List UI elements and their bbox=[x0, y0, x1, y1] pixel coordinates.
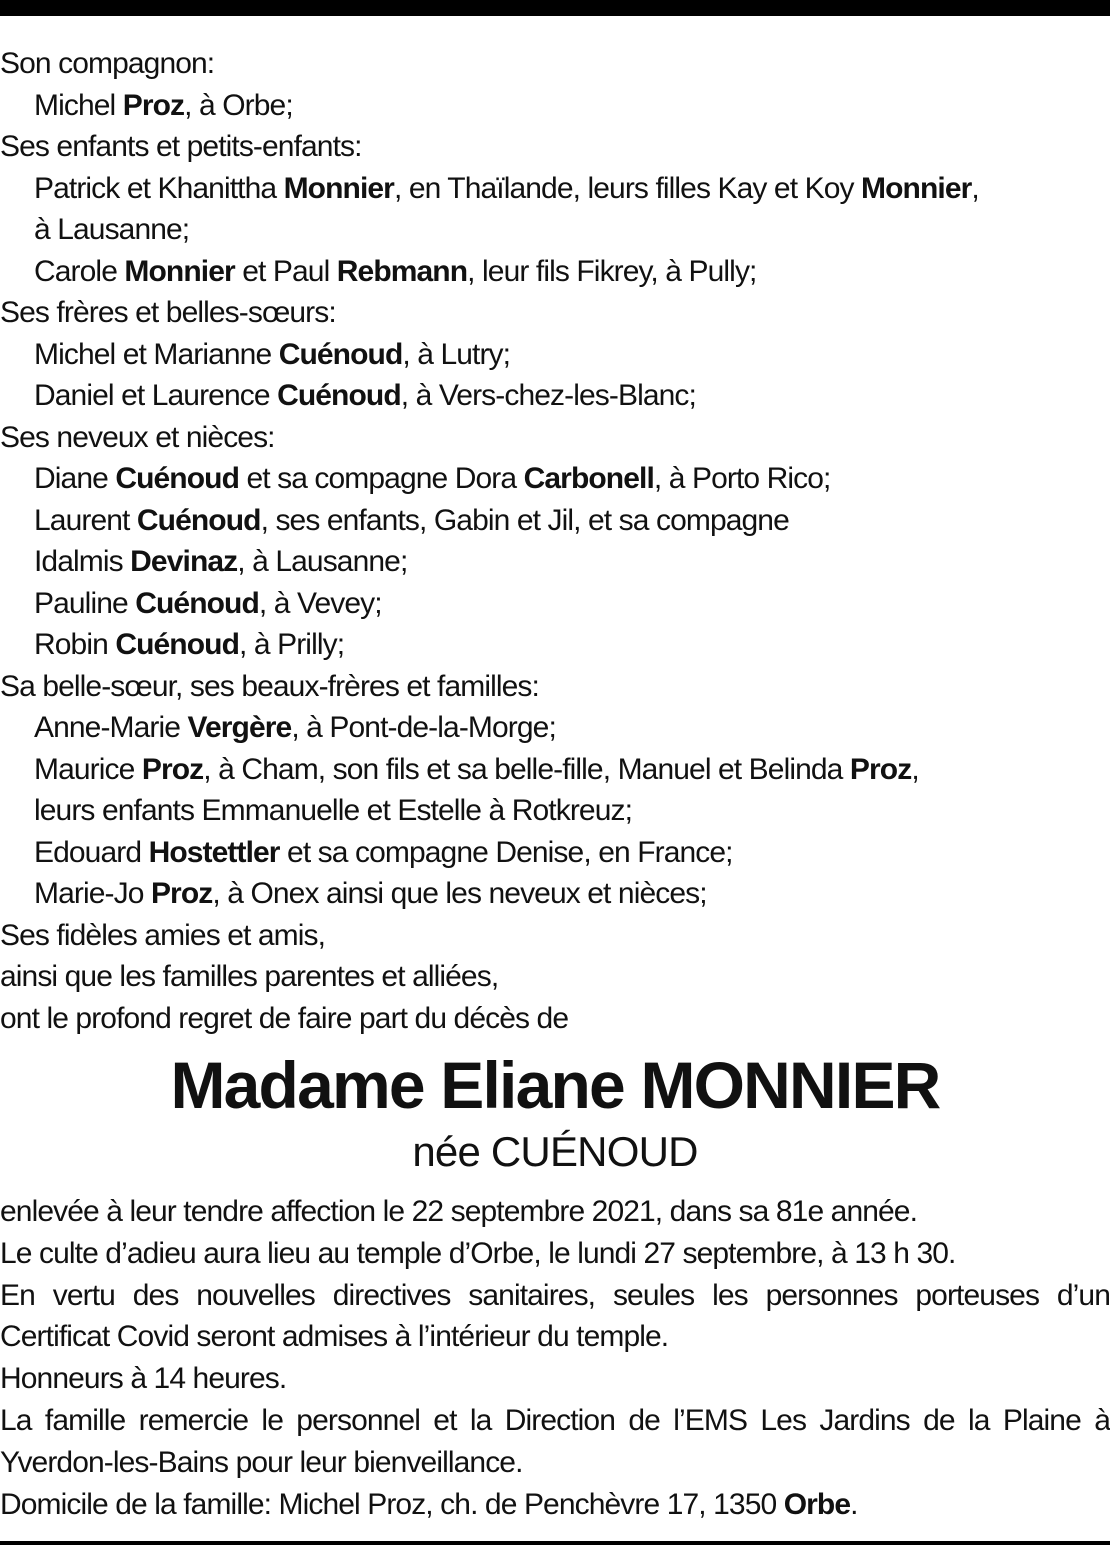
text-run: , ses enfants, Gabin et Jil, et sa compagne bbox=[260, 503, 789, 537]
text-run: , à Onex ainsi que les neveux et nièces; bbox=[212, 877, 707, 910]
surname: Cuénoud bbox=[115, 462, 240, 495]
text-run: Son compagnon: bbox=[0, 47, 215, 80]
surname: Proz bbox=[141, 752, 204, 786]
family-member-line bbox=[0, 251, 1110, 293]
text-run: Michel et Marianne bbox=[34, 337, 279, 371]
text-run: , à Vers-chez-les-Blanc; bbox=[400, 379, 696, 412]
top-border-rule bbox=[0, 0, 1110, 16]
surname: Cuénoud bbox=[115, 628, 240, 661]
surname: Carbonell bbox=[523, 462, 654, 495]
text-run: ainsi que les familles parentes et alliées, bbox=[0, 960, 499, 993]
surname: Vergère bbox=[187, 711, 292, 744]
relation-heading bbox=[0, 956, 1110, 998]
text-run: Domicile de la famille: Michel Proz, ch. de Penchèvre 17, 1350 bbox=[0, 1487, 784, 1521]
text-run: , à Cham, son fils et sa belle-fille, Manuel et Belinda bbox=[203, 752, 850, 786]
surname: Proz bbox=[849, 752, 912, 786]
family-member-line bbox=[0, 873, 1110, 915]
family-member-line bbox=[0, 583, 1110, 625]
text-run: , à Pont-de-la-Morge; bbox=[291, 711, 556, 744]
text-run: , à Prilly; bbox=[239, 628, 345, 661]
relation-heading bbox=[0, 666, 1110, 708]
surname: Monnier bbox=[861, 171, 972, 205]
text-run: , en Thaïlande, leurs filles Kay et Koy bbox=[393, 171, 862, 205]
text-run: ont le profond regret de faire part du décès de bbox=[0, 1001, 569, 1035]
relation-heading bbox=[0, 417, 1110, 459]
family-member-line bbox=[0, 541, 1110, 583]
text-run: Carole bbox=[34, 254, 125, 288]
text-run: Diane bbox=[34, 462, 116, 495]
text-run: Patrick et Khanittha bbox=[34, 171, 284, 205]
honours-line: Honneurs à 14 heures. bbox=[0, 1362, 287, 1396]
surname: Proz bbox=[122, 88, 185, 122]
deceased-name: Madame Eliane MONNIER bbox=[170, 1048, 940, 1122]
covid-rule-paragraph: En vertu des nouvelles directives sanitaires, seules les personnes porteuses d’un Certificat Covid seront admises à l’intérieur du temple. bbox=[0, 1278, 1110, 1354]
text-run: , à Porto Rico; bbox=[653, 462, 831, 495]
text-run: à Lausanne; bbox=[34, 213, 190, 246]
thanks-paragraph: La famille remercie le personnel et la Direction de l’EMS Les Jardins de la Plaine à Yverdon-les-Bains pour leur bienveillance. bbox=[0, 1403, 1110, 1479]
family-mourners-list bbox=[0, 43, 1110, 1039]
text-run: Ses fidèles amies et amis, bbox=[0, 918, 326, 952]
text-run: Robin bbox=[34, 628, 116, 661]
relation-heading bbox=[0, 292, 1110, 334]
relation-heading bbox=[0, 998, 1110, 1040]
surname: Monnier bbox=[124, 254, 235, 288]
relation-heading bbox=[0, 43, 1110, 85]
family-member-line bbox=[0, 334, 1110, 376]
surname: Hostettler bbox=[148, 835, 280, 869]
text-run: , à Vevey; bbox=[258, 586, 382, 620]
death-date-line: enlevée à leur tendre affection le 22 septembre 2021, dans sa 81e année. bbox=[0, 1195, 918, 1228]
family-member-line bbox=[0, 500, 1110, 542]
text-run: , à Lausanne; bbox=[237, 545, 408, 578]
text-run: Edouard bbox=[34, 835, 149, 869]
ceremony-line: Le culte d’adieu aura lieu au temple d’Orbe, le lundi 27 septembre, à 13 h 30. bbox=[0, 1236, 956, 1270]
domicile-line bbox=[0, 1484, 1110, 1526]
text-run: Ses frères et belles-sœurs: bbox=[0, 296, 336, 329]
text-run: Pauline bbox=[34, 586, 136, 620]
text-run: et sa compagne Dora bbox=[239, 462, 524, 495]
text-run: Michel bbox=[34, 88, 123, 122]
text-run: et sa compagne Denise, en France; bbox=[279, 835, 733, 869]
text-run: Laurent bbox=[34, 503, 137, 537]
surname: Proz bbox=[150, 877, 213, 910]
text-run: Idalmis bbox=[34, 545, 131, 578]
bottom-border-rule bbox=[0, 1541, 1110, 1545]
text-run: leurs enfants Emmanuelle et Estelle à Rotkreuz; bbox=[34, 794, 633, 827]
family-member-line bbox=[0, 707, 1110, 749]
family-member-line bbox=[0, 749, 1110, 791]
family-member-line bbox=[0, 168, 1110, 210]
surname: Devinaz bbox=[130, 545, 238, 578]
deceased-maiden-name: née CUÉNOUD bbox=[412, 1128, 698, 1175]
family-member-line bbox=[0, 832, 1110, 874]
text-run: Daniel et Laurence bbox=[34, 379, 278, 412]
surname: Cuénoud bbox=[277, 379, 401, 412]
text-run: Ses neveux et nièces: bbox=[0, 420, 275, 454]
text-run: , à Lutry; bbox=[402, 337, 511, 371]
text-run: Sa belle-sœur, ses beaux-frères et familles: bbox=[0, 669, 539, 703]
surname: Rebmann bbox=[336, 254, 468, 288]
family-member-line bbox=[0, 624, 1110, 666]
family-member-line bbox=[0, 458, 1110, 500]
surname: Orbe bbox=[783, 1487, 851, 1521]
text-run: Anne-Marie bbox=[34, 711, 188, 744]
family-member-line bbox=[0, 790, 1110, 832]
text-run: , leur fils Fikrey, à Pully; bbox=[467, 254, 757, 288]
text-run: , bbox=[971, 171, 979, 205]
surname: Monnier bbox=[283, 171, 394, 205]
funeral-notice bbox=[0, 1191, 1110, 1525]
family-member-line bbox=[0, 375, 1110, 417]
surname: Cuénoud bbox=[136, 503, 261, 537]
text-run: Ses enfants et petits-enfants: bbox=[0, 130, 362, 163]
text-run: et Paul bbox=[234, 254, 337, 288]
family-member-line bbox=[0, 85, 1110, 127]
text-run: . bbox=[850, 1487, 858, 1521]
surname: Cuénoud bbox=[135, 586, 259, 620]
text-run: , à Orbe; bbox=[184, 88, 293, 122]
relation-heading bbox=[0, 915, 1110, 957]
text-run: Maurice bbox=[34, 752, 142, 786]
family-member-line bbox=[0, 209, 1110, 251]
surname: Cuénoud bbox=[278, 337, 403, 371]
relation-heading bbox=[0, 126, 1110, 168]
text-run: Marie-Jo bbox=[34, 877, 151, 910]
text-run: , bbox=[911, 752, 919, 786]
